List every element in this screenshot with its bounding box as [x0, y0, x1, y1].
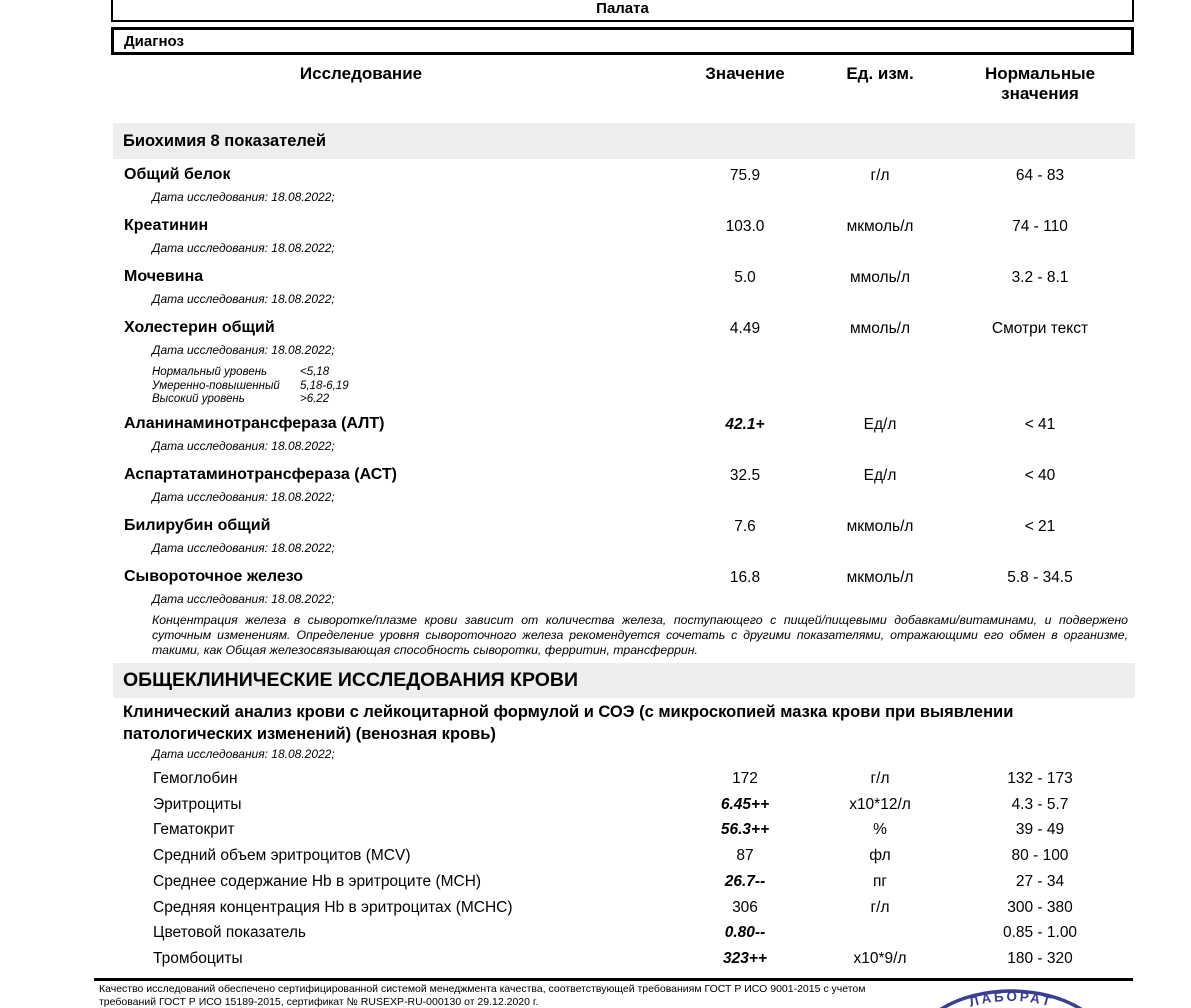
- test-unit: мкмоль/л: [846, 218, 914, 235]
- test-value: 16.8: [729, 569, 761, 586]
- test-unit: г/л: [870, 167, 890, 184]
- test-unit: х10*12/л: [849, 795, 911, 813]
- test-name: Эритроциты: [153, 795, 242, 813]
- column-header-value: Значение: [705, 64, 785, 83]
- test-name: Гемоглобин: [153, 770, 238, 787]
- test-normal-range: < 21: [1024, 518, 1056, 535]
- test-normal-range: 27 - 34: [1015, 872, 1065, 890]
- test-value: 32.5: [729, 467, 761, 484]
- footer-line-2: требований ГОСТ Р ИСО 15189-2015, сертификат № RUSEXP-RU-000130 от 29.12.2020 г.: [99, 995, 539, 1008]
- test-normal-range: 300 - 380: [1007, 898, 1073, 916]
- test-name: Креатинин: [124, 217, 209, 234]
- test-name: Гематокрит: [153, 821, 235, 839]
- test-name: Средняя концентрация Hb в эритроцитах (MCHC): [153, 898, 513, 916]
- column-header-normal: Нормальные значения: [984, 64, 1096, 103]
- test-name: Аспартатаминотрансфераза (АСТ): [124, 466, 397, 483]
- test-unit: %: [873, 821, 887, 839]
- test-unit: пг: [872, 872, 888, 890]
- lab-result-row: [113, 216, 1135, 264]
- test-date: Дата исследования: 18.08.2022;: [152, 439, 335, 453]
- test-unit: х10*9/л: [853, 949, 907, 967]
- test-unit: ммоль/л: [849, 320, 911, 337]
- note-label: Высокий уровень: [152, 393, 245, 405]
- note-value: 5,18-6,19: [300, 379, 349, 392]
- test-unit: г/л: [870, 770, 890, 787]
- section-header-clinical-blood: ОБЩЕКЛИНИЧЕСКИЕ ИССЛЕДОВАНИЯ КРОВИ: [113, 663, 1135, 698]
- test-date: Дата исследования: 18.08.2022;: [152, 292, 335, 306]
- lab-result-row: [113, 465, 1135, 513]
- ward-label: Палата: [596, 0, 649, 17]
- test-value: 26.7--: [724, 872, 766, 890]
- lab-result-row: [113, 414, 1135, 462]
- column-header-unit: Ед. изм.: [846, 64, 914, 83]
- test-value: 42.1+: [725, 416, 765, 433]
- test-unit: Ед/л: [863, 467, 897, 484]
- test-date: Дата исследования: 18.08.2022;: [152, 490, 335, 504]
- lab-result-row: [113, 795, 1135, 821]
- test-unit: ммоль/л: [849, 269, 911, 286]
- stamp-arc-text: ЛАБОРАТ: [967, 988, 1055, 1008]
- note-value: <5,18: [300, 366, 330, 378]
- test-name: Средний объем эритроцитов (MCV): [153, 847, 411, 865]
- test-normal-range: 3.2 - 8.1: [1011, 269, 1069, 286]
- lab-result-row: [113, 318, 1135, 366]
- test-normal-range: < 40: [1024, 467, 1056, 484]
- footer-quality-text: [99, 983, 1009, 1008]
- lab-result-row: [113, 267, 1135, 315]
- results-table-header: [113, 62, 1135, 106]
- test-value: 6.45++: [720, 795, 770, 813]
- test-date: Дата исследования: 18.08.2022;: [152, 241, 335, 255]
- test-date: Дата исследования: 18.08.2022;: [152, 190, 335, 204]
- test-normal-range: 132 - 173: [1007, 770, 1073, 787]
- lab-result-row: [113, 872, 1135, 898]
- lab-result-row: [113, 898, 1135, 924]
- test-value: 172: [732, 770, 758, 787]
- test-name: Мочевина: [124, 268, 204, 285]
- test-normal-range: 64 - 83: [1015, 167, 1065, 184]
- results-table: [113, 0, 1135, 1008]
- test-unit: фл: [869, 847, 891, 865]
- note-label: Умеренно-повышенный: [152, 379, 280, 392]
- note-label: Нормальный уровень: [152, 366, 268, 378]
- test-value: 5.0: [734, 269, 756, 286]
- lab-result-row: [113, 949, 1135, 975]
- test-normal-range: 180 - 320: [1007, 949, 1073, 967]
- test-value: 56.3++: [720, 821, 770, 839]
- test-value: 4.49: [729, 320, 761, 337]
- lab-stamp: [906, 981, 1116, 1008]
- test-date: Дата исследования: 18.08.2022;: [152, 343, 335, 357]
- test-normal-range: 4.3 - 5.7: [1011, 795, 1069, 813]
- test-normal-range: 74 - 110: [1012, 218, 1068, 235]
- test-normal-range: 0.85 - 1.00: [1002, 924, 1078, 942]
- test-value: 323++: [723, 949, 767, 967]
- diagnosis-label: Диагноз: [124, 32, 184, 50]
- test-normal-range: Смотри текст: [991, 320, 1089, 337]
- test-unit: г/л: [870, 898, 890, 916]
- test-name: Общий белок: [124, 166, 231, 183]
- test-unit: мкмоль/л: [846, 518, 914, 535]
- test-normal-range: 80 - 100: [1011, 847, 1069, 865]
- test-date: Дата исследования: 18.08.2022;: [152, 592, 335, 606]
- test-unit: Ед/л: [863, 416, 897, 433]
- test-normal-range: 5.8 - 34.5: [1007, 569, 1073, 586]
- iron-footnote: Концентрация железа в сыворотке/плазме крови зависит от количества железа, поступающего с пищей/пищевыми добавками/витаминами, и подвержено суточным изменениям. Определение уровня сывороточного железа рекомендуется сочетать с другими показателями, отражающими его обмен в организме, такими, как Общая железосвязывающая способность сыворотки, ферритин, трансферрин.: [152, 613, 1128, 657]
- test-name: Сывороточное железо: [124, 568, 304, 585]
- lab-result-row: [113, 923, 1135, 949]
- cholesterol-levels-note: [152, 366, 349, 407]
- test-normal-range: < 41: [1024, 416, 1056, 433]
- test-name: Цветовой показатель: [153, 924, 306, 942]
- test-value: 87: [736, 847, 754, 865]
- test-unit: мкмоль/л: [846, 569, 914, 586]
- lab-result-row: [113, 846, 1135, 872]
- footer-line-1: Качество исследований обеспечено сертифицированной системой менеджмента качества, соответствующей требованиям ГОСТ Р ИСО 9001-2015 с учетом: [99, 983, 866, 995]
- test-name: Холестерин общий: [124, 319, 275, 336]
- lab-result-row: [113, 820, 1135, 846]
- test-name: Аланинаминотрансфераза (АЛТ): [124, 415, 385, 432]
- lab-result-row: [113, 769, 1135, 795]
- test-value: 7.6: [734, 518, 756, 535]
- test-name: Тромбоциты: [153, 949, 243, 967]
- cbc-date: Дата исследования: 18.08.2022;: [152, 747, 335, 761]
- lab-result-row: [113, 165, 1135, 213]
- note-value: >6.22: [300, 393, 330, 405]
- test-name: Среднее содержание Hb в эритроците (MCH): [153, 872, 482, 890]
- test-value: 0.80--: [724, 924, 766, 942]
- test-value: 306: [732, 898, 758, 916]
- cbc-subtitle: Клинический анализ крови с лейкоцитарной формулой и СОЭ (с микроскопией мазка крови при выявлении патологических изменений) (венозная кровь): [123, 703, 1014, 743]
- test-value: 75.9: [729, 167, 761, 184]
- svg-text:ЛАБОРАТ: [967, 989, 1054, 1008]
- test-name: Билирубин общий: [124, 517, 271, 534]
- test-normal-range: 39 - 49: [1015, 821, 1065, 839]
- lab-result-row: [113, 567, 1135, 615]
- column-header-test: Исследование: [299, 64, 423, 83]
- test-value: 103.0: [725, 218, 765, 235]
- section-header-biochemistry: Биохимия 8 показателей: [113, 123, 1135, 159]
- test-date: Дата исследования: 18.08.2022;: [152, 541, 335, 555]
- lab-result-row: [113, 516, 1135, 564]
